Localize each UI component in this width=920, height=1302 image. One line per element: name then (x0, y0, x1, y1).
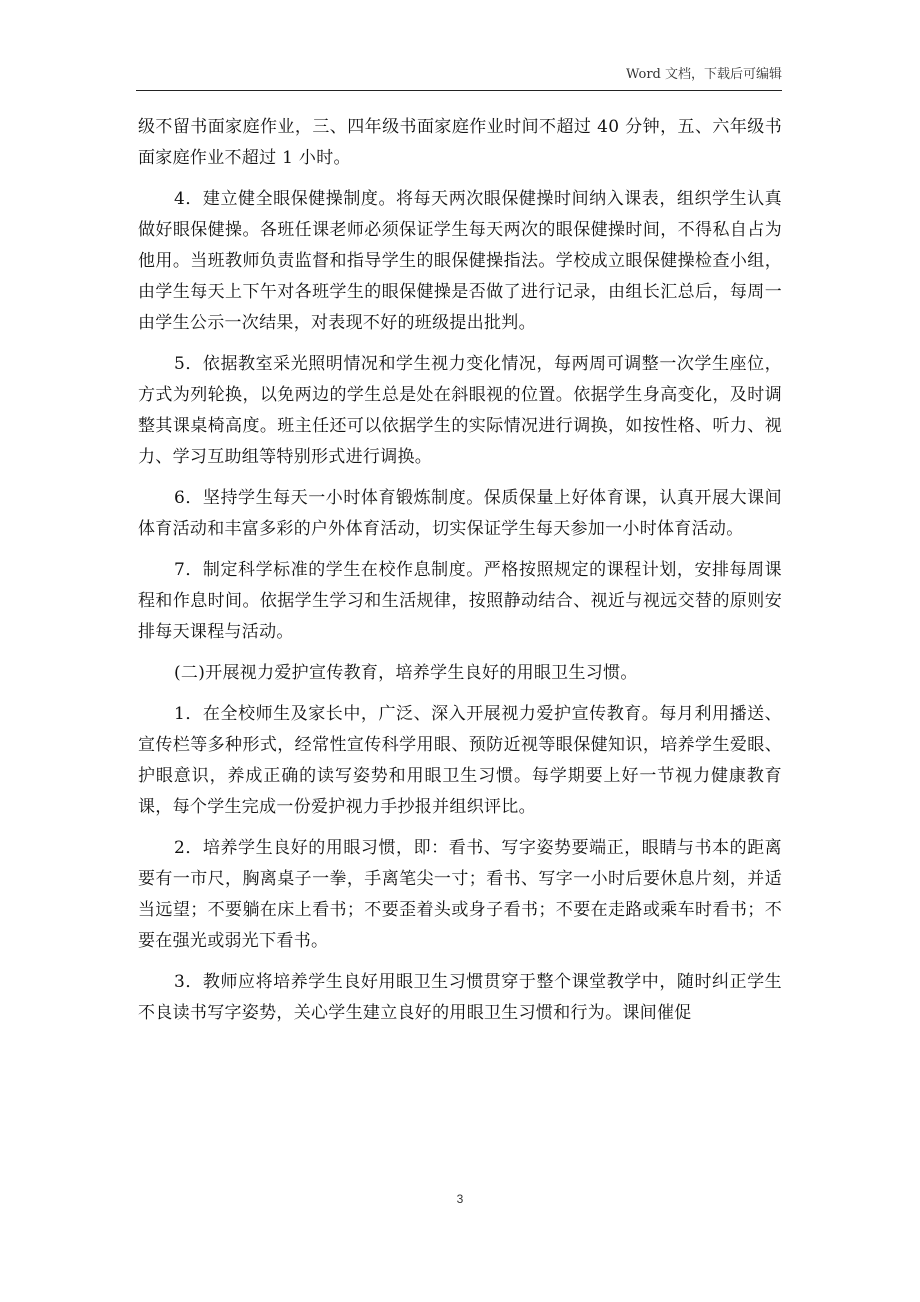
paragraph-item-6: 6．坚持学生每天一小时体育锻炼制度。保质保量上好体育课，认真开展大课间体育活动和丰富多彩的户外体育活动，切实保证学生每天参加一小时体育活动。 (138, 488, 782, 539)
page-header (136, 64, 782, 91)
section-heading-2: (二)开展视力爱护宣传教育，培养学生良好的用眼卫生习惯。 (174, 663, 638, 683)
paragraph-item-7: 7．制定科学标准的学生在校作息制度。严格按照规定的课程计划，安排每周课程和作息时间。依据学生学习和生活规律，按照静动结合、视近与视远交替的原则安排每天课程与活动。 (138, 560, 782, 642)
paragraph-item-1: 1．在全校师生及家长中，广泛、深入开展视力爱护宣传教育。每月利用播送、宣传栏等多种形式，经常性宣传科学用眼、预防近视等眼保健知识，培养学生爱眼、护眼意识，养成正确的读写姿势和用眼卫生习惯。每学期要上好一节视力健康教育课，每个学生完成一份爱护视力手抄报并组织评比。 (138, 704, 782, 817)
paragraph-item-4: 4．建立健全眼保健操制度。将每天两次眼保健操时间纳入课表，组织学生认真做好眼保健操。各班任课老师必须保证学生每天两次的眼保健操时间，不得私自占为他用。当班教师负责监督和指导学生的眼保健操指法。学校成立眼保健操检查小组，由学生每天上下午对各班学生的眼保健操是否做了进行记录，由组长汇总后，每周一由学生公示一次结果，对表现不好的班级提出批判。 (138, 189, 782, 333)
paragraph-item-2: 2．培养学生良好的用眼习惯，即：看书、写字姿势要端正，眼睛与书本的距离要有一市尺，胸离桌子一拳，手离笔尖一寸；看书、写字一小时后要休息片刻，并适当远望；不要躺在床上看书；不要歪着头或身子看书；不要在走路或乘车时看书；不要在强光或弱光下看书。 (138, 838, 782, 951)
paragraph-item-5: 5．依据教室采光照明情况和学生视力变化情况，每两周可调整一次学生座位，方式为列轮换，以免两边的学生总是处在斜眼视的位置。依据学生身高变化，及时调整其课桌椅高度。班主任还可以依据学生的实际情况进行调换，如按性格、听力、视力、学习互助组等特别形式进行调换。 (138, 354, 782, 467)
header-text: Word 文档，下载后可编辑 (626, 67, 782, 82)
paragraph-item-3: 3．教师应将培养学生良好用眼卫生习惯贯穿于整个课堂教学中，随时纠正学生不良读书写字姿势，关心学生建立良好的用眼卫生习惯和行为。课间催促 (138, 972, 782, 1023)
document-body (138, 112, 782, 1039)
page-number: 3 (456, 1192, 464, 1206)
paragraph-continuation: 级不留书面家庭作业，三、四年级书面家庭作业时间不超过 40 分钟，五、六年级书面家庭作业不超过 1 小时。 (138, 117, 782, 168)
